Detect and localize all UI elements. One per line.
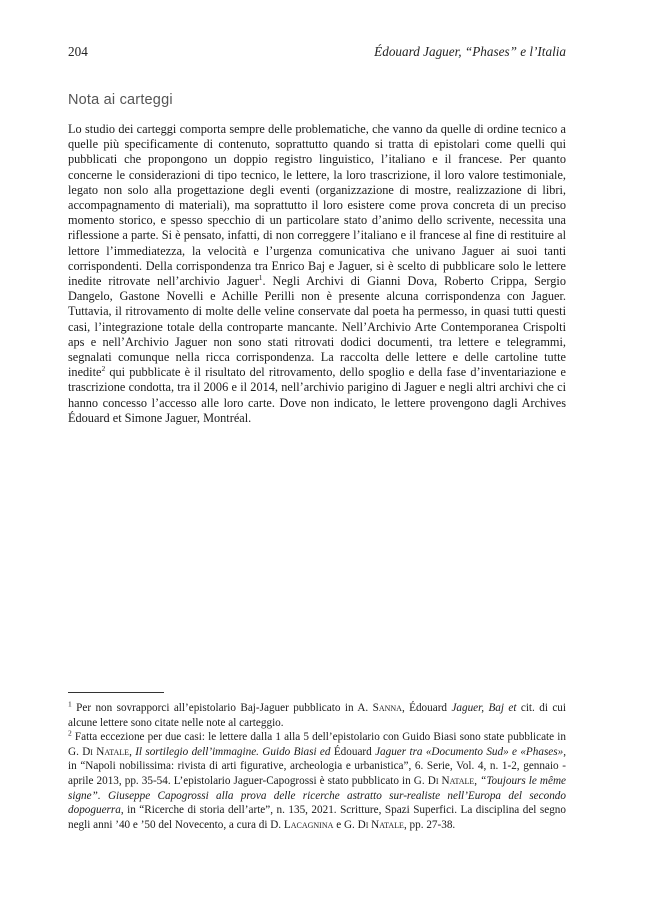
footnote-2-text: e G. — [333, 818, 358, 831]
author-name: Lacagnina — [283, 818, 334, 831]
footnote-divider — [68, 692, 164, 693]
cited-title: Jaguer, Baj et — [451, 702, 517, 714]
footnote-2-text: , pp. 27-38. — [403, 818, 456, 831]
body-text-part-2: . Negli Archivi di Gianni Dova, Roberto Crippa, Sergio Dangelo, Gastone Novelli e Achille Perilli non è presente alcuna corrispondenza con Jaguer. Tuttavia, il ritrovamento di molte delle veline conservate dal poeta ha permesso, in quasi tutti questi casi, l’integrazione totale della controparte mancante. Nell’Archivio Arte Contemporanea Crispolti aps e nell’Archivio Jaguer non sono stati ritrovati dodici documenti, tra lettere e telegrammi, segnalati comunque nella ricca corrispondenza. La raccolta delle lettere e delle cartoline tutte inedite — [68, 274, 566, 380]
cited-title: Il sortilegio dell’immagine. Guido Biasi ed — [135, 745, 331, 758]
body-text-part-1: Lo studio dei carteggi comporta sempre delle problematiche, che vanno da quelle di ordine tecnico a quelle più specificamente di contenuto, soprattutto quando si tratta di epistolari come quelli qui pubblicati che propongono un doppio registro linguistico, l’italiano e il francese. Per quanto concerne le considerazioni di tipo tecnico, le lettere, la loro trascrizione, il loro valore testimoniale, legato non solo alla progettazione degli eventi (organizzazione di mostre, realizzazione di libri, accompagnamento di materiali), ma soprattutto il loro esistere come prova concreta di un preciso momento storico, e spesso specchio di un particolare stato d’animo dello scrivente, necessita una riflessione a parte. Si è pensato, infatti, di non correggere l’italiano e il francese al fine di restituire al lettore l’immediatezza, la velocità e l’urgenza comunicativa che univano Jaguer ai suoi tanti corrispondenti. Della corrispondenza tra Enrico Baj e Jaguer, si è scelto di pubblicare solo le lettere inedite ritrovate nell’archivio Jaguer — [68, 122, 566, 289]
footnote-1-number: 1 — [68, 699, 72, 709]
footnotes — [68, 701, 566, 832]
cited-title: Jaguer tra «Documento Sud» e «Phases» — [375, 745, 564, 758]
body-paragraph — [68, 122, 566, 426]
author-name: Di Natale — [357, 818, 404, 831]
footnote-ref-2: 2 — [101, 364, 106, 374]
section-title: Nota ai carteggi — [68, 92, 173, 108]
footnote-2-text: Édouard — [330, 745, 376, 758]
cited-title: “Toujours le même signe”. Giuseppe Capogrossi alla prova delle ricerche astratto sur-realiste nell’Europa del secondo dopoguerra — [68, 774, 567, 817]
footnote-2-text: Fatta eccezione per due casi: le lettere dalla 1 alla 5 dell’epistolario con Guido Biasi sono state pubblicate in G. — [68, 731, 566, 758]
footnote-2-text: , in “Ricerche di storia dell’arte”, n. 135, 2021. Scritture, Spazi Superfici. La disciplina del segno negli anni ’40 e ’50 del Novecento, a cura di D. — [68, 804, 566, 831]
footnote-1-text: Per non sovrapporci all’epistolario Baj-Jaguer pubblicato in A. — [71, 702, 373, 714]
footnote-2-number: 2 — [68, 728, 72, 738]
footnote-2 — [68, 730, 566, 832]
footnote-2-text: , — [129, 745, 136, 758]
footnote-1-text: , Édouard — [401, 702, 452, 714]
footnote-1-text: cit. di cui alcune lettere sono citate nelle note al carteggio. — [68, 702, 567, 729]
body-text-part-3: qui pubblicate è il risultato del ritrovamento, dello spoglio e della fase d’inventariazione e trascrizione condotta, tra il 2006 e il 2014, nell’archivio parigino di Jaguer e negli altri archivi che ci hanno concesso l’accesso alle loro carte. Dove non indicato, le lettere provengono dagli Archives Édouard et Simone Jaguer, Montréal. — [68, 365, 566, 425]
author-name: Di Natale — [427, 774, 475, 787]
author-name: Di Natale — [82, 745, 130, 758]
page-number: 204 — [68, 44, 88, 59]
footnote-ref-1: 1 — [258, 272, 263, 282]
footnote-1 — [68, 701, 566, 730]
footnote-2-text: , in “Napoli nobilissima: rivista di arti figurative, archeologia e urbanistica”, 6. Serie, Vol. 4, n. 1-2, gennaio - aprile 2013, pp. 35-54. L’epistolario Jaguer-Capogrossi è stato pubblicato in G. — [68, 745, 567, 787]
running-title: Édouard Jaguer, “Phases” e l’Italia — [374, 44, 566, 59]
author-name: Sanna — [372, 702, 402, 714]
footnote-2-text: , — [474, 774, 481, 787]
